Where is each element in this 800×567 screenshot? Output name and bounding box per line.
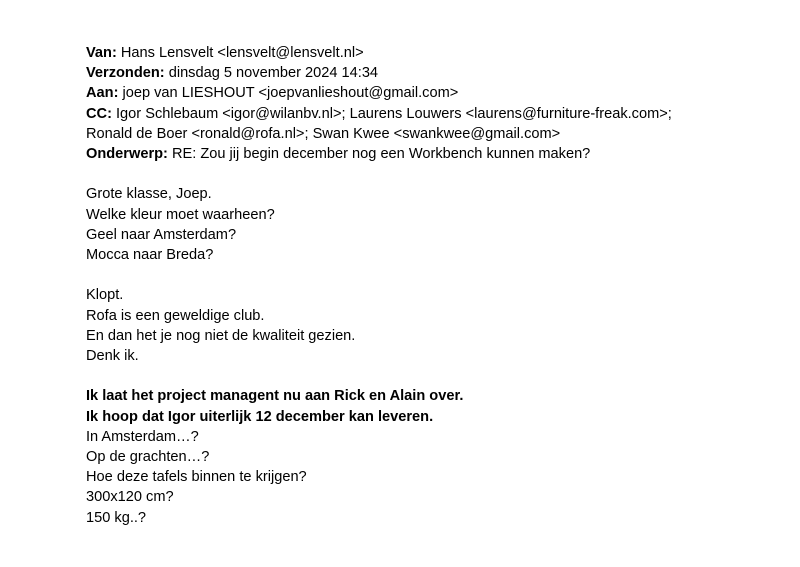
cc-value-line1: Igor Schlebaum <igor@wilanbv.nl>; Laurens Louwers <laurens@furniture-freak.com>;	[111, 105, 672, 122]
subject-line	[86, 144, 786, 164]
to-label: Aan:	[86, 85, 119, 102]
body-line: Geel naar Amsterdam?	[86, 226, 237, 243]
body-line: Welke kleur moet waarheen?	[86, 206, 275, 223]
body-line-bold: Ik hoop dat Igor uiterlijk 12 december kan leveren.	[86, 408, 434, 425]
subject-label: Onderwerp:	[86, 146, 168, 163]
body-line: En dan het je nog niet de kwaliteit gezien.	[86, 327, 356, 344]
subject-value: RE: Zou jij begin december nog een Workbench kunnen maken?	[167, 146, 591, 163]
email-message	[86, 43, 786, 528]
from-line	[86, 43, 786, 63]
to-value: joep van LIESHOUT <joepvanlieshout@gmail.com>	[118, 85, 459, 102]
cc-line	[86, 104, 786, 124]
sent-label: Verzonden:	[86, 65, 165, 82]
body-line: Op de grachten…?	[86, 449, 210, 466]
body-line: Klopt.	[86, 287, 124, 304]
body-line: 300x120 cm?	[86, 489, 174, 506]
body-line: Denk ik.	[86, 348, 139, 365]
body-line: In Amsterdam…?	[86, 428, 199, 445]
body-line: Hoe deze tafels binnen te krijgen?	[86, 469, 307, 486]
spacer	[86, 366, 786, 386]
to-line	[86, 83, 786, 103]
body-line: Mocca naar Breda?	[86, 247, 214, 264]
spacer	[86, 164, 786, 184]
cc-label: CC:	[86, 105, 112, 122]
body-line: 150 kg..?	[86, 509, 147, 526]
body-line-bold: Ik laat het project managent nu aan Rick en Alain over.	[86, 388, 464, 405]
cc-value-line2: Ronald de Boer <ronald@rofa.nl>; Swan Kwee <swankwee@gmail.com>	[86, 125, 561, 142]
from-label: Van:	[86, 45, 117, 61]
cc-line-continued	[86, 124, 786, 144]
body-line: Rofa is een geweldige club.	[86, 307, 265, 324]
sent-value: dinsdag 5 november 2024 14:34	[164, 65, 379, 82]
from-value: Hans Lensvelt <lensvelt@lensvelt.nl>	[116, 45, 364, 61]
spacer	[86, 265, 786, 285]
body-line: Grote klasse, Joep.	[86, 186, 212, 203]
sent-line	[86, 63, 786, 83]
